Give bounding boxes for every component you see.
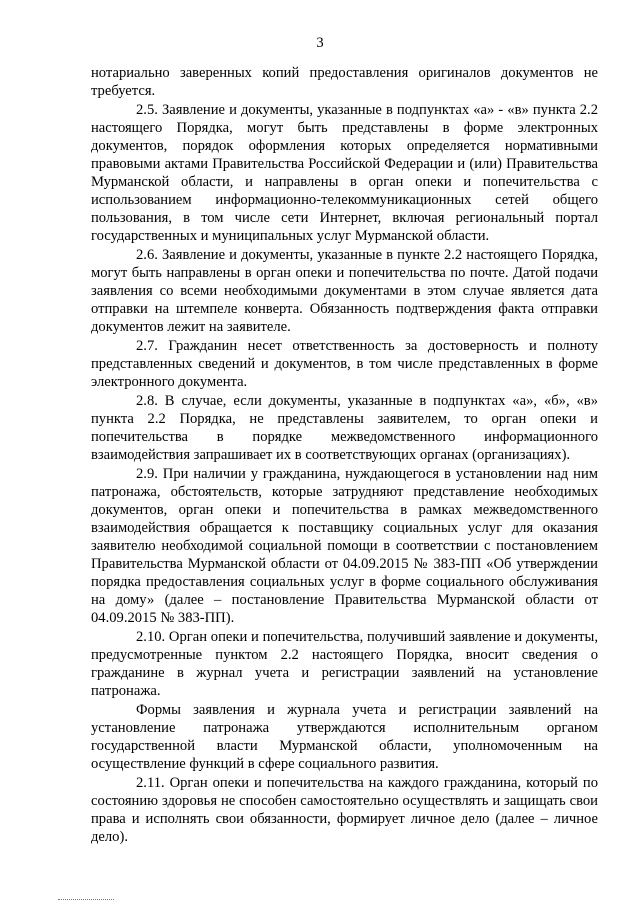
paragraph-2-8: 2.8. В случае, если документы, указанные в подпунктах «а», «б», «в» пункта 2.2 Порядка, не представлены заявителем, то орган опеки и попечительства в порядке межведомственного информационного взаимодействия запрашивает их в соответствующих органах (организациях).	[91, 393, 598, 463]
paragraph-2-11: 2.11. Орган опеки и попечительства на каждого гражданина, который по состоянию здоровья не способен самостоятельно осуществлять и защищать свои права и исполнять свои обязанности, формирует личное дело (далее – личное дело).	[91, 775, 598, 845]
paragraph-2-10: 2.10. Орган опеки и попечительства, получивший заявление и документы, предусмотренные пунктом 2.2 настоящего Порядка, вносит сведения о гражданине в журнал учета и регистрации заявлений на установление патронажа.	[91, 629, 598, 699]
footer-divider	[58, 899, 114, 900]
page-number: 3	[316, 35, 324, 51]
paragraph-continuation: нотариально заверенных копий предоставления оригиналов документов не требуется.	[91, 65, 598, 99]
paragraph-2-6: 2.6. Заявление и документы, указанные в пункте 2.2 настоящего Порядка, могут быть направлены в орган опеки и попечительства по почте. Датой подачи заявления со всеми необходимыми документами в этом случае является дата отправки на штемпеле конверта. Обязанность подтверждения факта отправки документов лежит на заявителе.	[91, 247, 598, 335]
paragraph-2-7: 2.7. Гражданин несет ответственность за достоверность и полноту представленных сведений и документов, в том числе представленных в форме электронного документа.	[91, 338, 598, 390]
document-body	[91, 64, 598, 847]
paragraph-2-9: 2.9. При наличии у гражданина, нуждающегося в установлении над ним патронажа, обстоятельств, которые затрудняют представление необходимых документов, орган опеки и попечительства в рамках межведомственного взаимодействия обращается к поставщику социальных услуг для оказания заявителю необходимой социальной помощи в соответствии с постановлением Правительства Мурманской области от 04.09.2015 № 383-ПП «Об утверждении порядка предоставления социальных услуг в форме социального обслуживания на дому» (далее – постановление Правительства Мурманской области от 04.09.2015 № 383-ПП).	[91, 466, 598, 626]
paragraph-forms: Формы заявления и журнала учета и регистрации заявлений на установление патронажа утверждаются исполнительным органом государственной власти Мурманской области, уполномоченным на осуществление функций в сфере социального развития.	[91, 702, 598, 772]
paragraph-2-5: 2.5. Заявление и документы, указанные в подпунктах «а» - «в» пункта 2.2 настоящего Порядка, могут быть представлены в форме электронных документов, порядок оформления которых определяется нормативными правовыми актами Правительства Российской Федерации и (или) Правительства Мурманской области, и направлены в орган опеки и попечительства с использованием информационно-телекоммуникационных сетей общего пользования, в том числе сети Интернет, включая региональный портал государственных и муниципальных услуг Мурманской области.	[91, 102, 598, 244]
